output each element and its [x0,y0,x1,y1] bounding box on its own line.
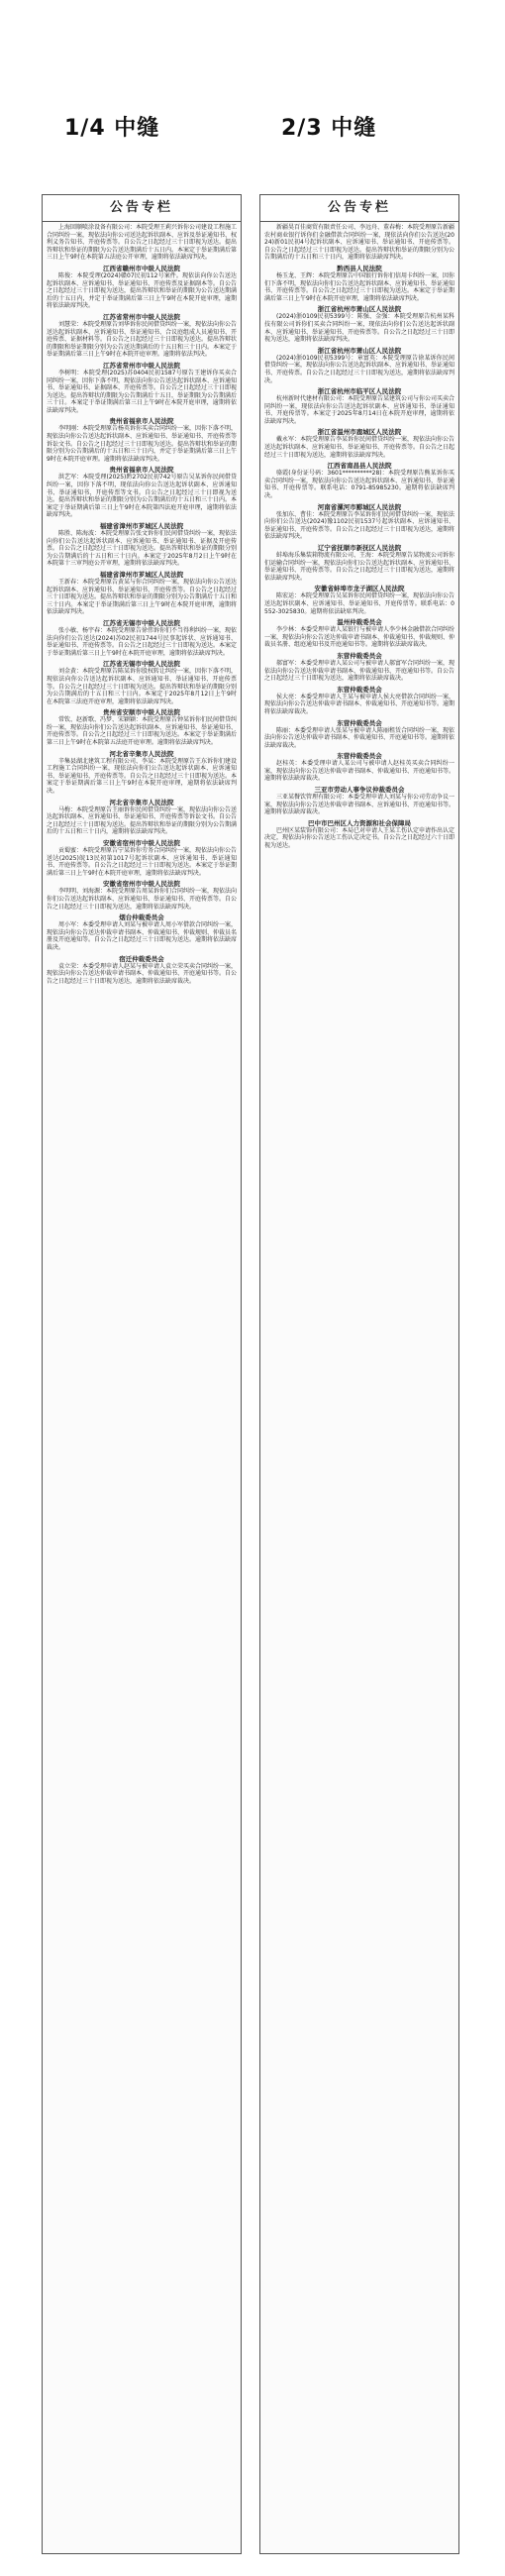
notice-text: 陈宏运：本院受理原告吴某诉你民间借贷纠纷一案，现依法向你公告送达起诉状副本、应诉通知书、举证通知书、开庭传票等。联系电话：0552-3025830。逾期将依法缺席判决。 [264,592,455,615]
notice-text: 袁立荣：本委受理申请人赵某与被申请人袁立荣买卖合同纠纷一案，现依法向你公告送达仲裁申请书副本、仲裁通知书、开庭通知书等。自公告之日起经过三十日即视为送达，逾期将依法缺席裁决。 [47,962,238,985]
notice-text: 李少林：本委受理申请人某银行与被申请人李少林金融借款合同纠纷一案，现依法向你公告送达仲裁申请书副本、仲裁通知书、仲裁规则、仲裁员名册、组庭通知书及开庭通知书等。逾期将依法缺席裁决。 [264,626,455,649]
notice-item [264,686,454,716]
notice-issuer: 浙江省杭州市萧山区人民法院 [317,346,402,355]
notice-text: 张小敏、杨宇春：本院受理原告徐伟诉你们不当得利纠纷一案，现依法向你们公告送达(2024)苏02民初1744号民事起诉状、应诉通知书、举证通知书、开庭传票等。自公告之日起经过三十日即视为送达。本案定于举证期满后第三日上午9时在本院开庭审理，逾期将依法缺席判决。 [47,626,238,657]
notice-item [47,750,237,796]
notice-text: 常钦、赵新歌、冯梦、宋颖颖：本院受理原告钟某诉你们民间借贷纠纷一案，现依法向你们公告送达起诉状副本、应诉通知书、举证通知书、开庭传票等。自公告之日起经过三十日即视为送达。本案定于举证期满后第三日上午9时在本院第五法庭开庭审理。逾期将依法缺席判决。 [47,716,238,747]
notice-item [264,752,454,783]
notice-text: 李明刚：本院受理原告杨英诉你买卖合同纠纷一案，因你下落不明，现依法向你公告送达起诉状副本、应诉通知书、举证通知书、开庭传票等诉讼文书。自公告之日起经过三十日即视为送达。提出答辩状和举证的期限分别为公告期满后的十五日和三十日内，并定于举证期满后第三日上午9时在本院开庭审理。逾期将依法缺席判决。 [47,425,238,463]
notice-text: (2024)浙0109民初5399号：陈强、金强：本院受理原告杭州某科技有限公司诉你们买卖合同纠纷一案，现依法向你们公告送达起诉状副本、应诉通知书、举证通知书、开庭传票等。自公告之日起经过三十日即视为送达，逾期将依法缺席判决。 [264,313,455,344]
notice-item [47,839,237,877]
notice-list [43,222,241,985]
notice-list [260,222,458,850]
notice-text: 王新春：本院受理原告黄某与你合同纠纷一案，现依法向你公告送达起诉状副本、应诉通知书、举证通知书、开庭传票等。自公告之日起经过三十日即视为送达。提出答辩状和举证的期限分别为公告期满后十五日和三十日内。本案定于举证期满后第三日上午9时在本院开庭审理，逾期将依法缺席判决。 [47,578,238,616]
notice-item [264,786,454,816]
notice-text: 三亚某餐饮管理有限公司：本委受理申请人刘某与你公司劳动争议一案，现依法向你公告送达仲裁申请书副本、应诉通知书、开庭通知书等。逾期将依法缺席裁决。 [264,794,455,816]
notice-item [264,544,454,582]
notice-item [264,347,454,384]
notice-text: 马梅：本院受理原告王丽诉你民间借贷纠纷一案，现依法向你公告送达起诉状副本、应诉通知书、举证通知书、开庭传票等诉讼文书。自公告之日起经过三十日即视为送达。提出答辩状和举证的期限分别为公告期满后的十五日和三十日内，逾期将依法缺席判决。 [47,805,238,836]
notice-item [264,652,454,683]
notice-issuer: 温州仲裁委员会 [337,618,382,627]
notice-issuer: 江苏省无锡市中级人民法院 [103,618,180,627]
notice-issuer: 河北省辛集市人民法院 [109,749,174,758]
notice-text: 赵桂英：本委受理申请人某公司与被申请人赵桂英买卖合同纠纷一案，现依法向你公告送达仲裁申请书副本、仲裁通知书、开庭通知书等。逾期将依法缺席裁决。 [264,760,455,783]
notice-issuer: 三亚市劳动人事争议仲裁委员会 [314,786,405,795]
notice-issuer: 浙江省杭州市萧山区人民法院 [317,305,402,314]
notice-text: 骆霞(身份证号码：3601**********28)：本院受理原告熊某诉你买卖合同纠纷一案，现依法向你公告送达起诉状副本、应诉通知书、举证通知书、开庭传票等。联系电话：0791-85985230。逾期将依法缺席判决。 [264,470,455,500]
column-header: 公告专栏 [260,195,458,222]
notice-item [47,522,237,568]
notice-issuer: 巴中市巴州区人力资源和社会保障局 [308,818,411,827]
notice-issuer: 浙江省温州市鹿城区人民法院 [317,428,402,437]
notice-issuer: 东营仲裁委员会 [337,752,382,761]
notice-issuer: 福建省漳州市芗城区人民法院 [99,522,184,530]
notice-item [264,719,454,750]
notice-item [47,708,237,746]
notice-item [264,503,454,541]
notice-issuer: 东营仲裁委员会 [337,718,382,727]
notice-item [264,265,454,302]
notice-issuer: 黔西县人民法院 [337,264,382,272]
notice-item [47,466,237,519]
notice-issuer: 江苏省无锡市中级人民法院 [103,660,180,669]
notice-issuer: 辽宁省抚顺市新抚区人民法院 [317,544,402,552]
notice-item [47,799,237,836]
column-header: 公告专栏 [43,195,241,222]
notice-text: (2024)浙0109民初5399号：章富英：本院受理原告徐某诉你民间借贷纠纷一案，现依法向你公告送达起诉状副本、应诉通知书、举证通知书、开庭传票。自公告之日起经过三十日即视为送达，逾期将依法缺席判决。 [264,354,455,384]
notice-text: 陈胜、陈海波：本院受理原告张文诉你们民间借贷纠纷一案，现依法向你们公告送达起诉状副本、应诉通知书、举证通知书、证据及开庭传票。自公告之日起经过三十日即视为送达。提出答辩状和举证的期限分别为公告期满后的十五日和三十日内。本案定于2025年8月2日上午9时在本院第十三审判庭公开审理，逾期将依法缺席判决。 [47,530,238,568]
notice-item [264,387,454,425]
right-page-label: 2/3 中缝 [281,116,377,141]
notice-item [264,618,454,649]
notice-item [47,313,237,359]
notice-issuer: 江西省赣州市中级人民法院 [103,264,180,272]
notice-text: 刘金黄：本院受理原告陈某诉你股权转让纠纷一案，因你下落不明，现依法向你公告送达起诉状副本、应诉通知书、举证通知书、开庭传票等。自公告之日起经过三十日即视为送达。提出答辩状和举证的期限分别为公告期满后的十五日和三十日内。本案定于2025年8月12日上午9时在本院第三法庭开庭审理，逾期将依法缺席判决。 [47,668,238,705]
notice-item [47,362,237,415]
notice-text: 巴州区某装饰有限公司：本局已对申请人王某工伤认定申请作出认定决定，现依法向你公告送达工伤认定决定书。自公告之日起经过六十日即视为送达。 [264,826,455,850]
notice-item [47,955,237,986]
notice-issuer: 烟台仲裁委员会 [119,913,164,922]
right-notice-column [259,194,459,2554]
notice-item [47,619,237,657]
notice-issuer: 河北省辛集市人民法院 [109,798,174,806]
notice-text: 新疆昊百佳商贸有限责任公司、李远舟、董春梅：本院受理原告新疆农村商业银行诉你们金融借款合同纠纷一案，现依法向你们公告送达(2024)新01民初4号起诉状副本、应诉通知书、举证通知书、开庭传票等。自公告之日起经过三十日即视为送达。提出答辩状和举证的期限分别为公告期满后的十五日和三十日内，逾期将依法缺席判决。 [264,224,455,262]
notice-issuer: 安徽省宿州市中级人民法院 [103,839,180,847]
notice-issuer: 东营仲裁委员会 [337,651,382,660]
notice-text: 张加东、曹佳：本院受理原告李某诉你们民间借贷纠纷一案，现依法向你们公告送达(2024)豫1102民初1537号起诉状副本、应诉通知书、举证通知书、开庭传票等。自公告之日起经过三十日即视为送达，逾期将依法缺席判决。 [264,510,455,541]
notice-issuer: 宿迁仲裁委员会 [119,954,164,963]
notice-item [264,305,454,343]
notice-issuer: 贵州省福泉市人民法院 [109,417,174,426]
notice-issuer: 河南省漯河市郾城区人民法院 [317,502,402,511]
notice-text: 周小军：本委受理申请人刘某与被申请人周小军借款合同纠纷一案，现依法向你公告送达仲裁申请书副本、仲裁通知书、仲裁规则、仲裁员名册及开庭通知等。自公告之日起经过三十日即视为送达。逾期将依法缺席裁决。 [47,921,238,951]
notice-item [264,585,454,615]
notice-text: 李树明：本院受理(2025)苏0404民初1587号原告王建诉你买卖合同纠纷一案，因你下落不明，现依法向你公告送达起诉状副本、应诉通知书、举证通知书、证据副本、开庭传票等。自公告之日起经过三十日即视为送达。提出答辩状的期限为公告期满后十五日，举证期限为公告期满后三十日。本案定于举证期满后第三日上午9时在本院开庭审理，逾期将依法缺席判决。 [47,369,238,414]
notice-text: 戴永军：本院受理原告李某诉你民间借贷纠纷一案，现依法向你公告送达起诉状副本、应诉通知书、举证通知书、开庭传票等。自公告之日起经过三十日即视为送达，逾期将依法缺席判决。 [264,436,455,459]
notice-text: 陈丽：本委受理申请人张某与被申请人陈丽租赁合同纠纷一案，现依法向你公告送达仲裁申请书副本、仲裁通知书、开庭通知书等。逾期将依法缺席裁决。 [264,726,455,749]
notice-text: 侯大亮：本委受理申请人王某与被申请人侯大亮借款合同纠纷一案，现依法向你公告送达仲裁申请书副本、仲裁通知书、开庭通知书等。逾期将依法缺席裁决。 [264,693,455,715]
notice-text: 上海回顺喷涂设备有限公司：本院受理王莉兴诉你公司建设工程施工合同纠纷一案，现依法向你公司送达起诉状副本、应诉及举证通知书、权利义务告知书、开庭传票等。自公告之日起经过三十日即视为送达。提出答辩状和举证的期限为公告送达期满后十五日内。本案定于举证期满后第三日上午9时在本院第五法庭公开审理，逾期将依法缺席判决。 [47,224,238,262]
notice-item [264,819,454,850]
notice-text: 蚌埠海乐集装箱物流有限公司、王海：本院受理原告某物流公司诉你们运输合同纠纷一案，现依法向你们公告送达起诉状副本、应诉通知书、举证通知书、开庭传票等。自公告之日起经过三十日即视为送达，逾期将依法缺席判决。 [264,552,455,582]
notice-issuer: 江西省南昌县人民法院 [327,462,392,471]
notice-issuer: 贵州省安顺市中级人民法院 [103,708,180,717]
left-page-label: 1/4 中缝 [64,116,160,141]
notice-issuer: 东营仲裁委员会 [337,685,382,694]
notice-issuer: 江苏省常州市中级人民法院 [103,361,180,370]
notice-text: 郝富军：本委受理申请人某公司与被申请人郝富军合同纠纷一案，现依法向你公告送达仲裁申请书副本、仲裁通知书、开庭通知书等。自公告之日起经过三十日即视为送达，逾期将依法缺席裁决。 [264,659,455,683]
notice-text: 杭州新时代建材有限公司：本院受理原告某建筑公司与你公司买卖合同纠纷一案，现依法向你公告送达起诉状副本、应诉通知书、举证通知书、开庭传票等。本案定于2025年8月14日在本院开庭审理，逾期将依法缺席判决。 [264,395,455,425]
notice-item [47,660,237,705]
notice-item [47,265,237,310]
left-notice-column [42,194,242,2554]
notice-issuer: 江苏省常州市中级人民法院 [103,312,180,321]
notice-item [47,880,237,911]
notice-item [47,224,237,262]
notice-text: 贡蜀蜜：本院受理原告宁某诉你劳务合同纠纷一案，现依法向你公告送达(2025)皖13民初第1017号起诉状副本、应诉通知书、举证通知书、开庭传票等。自公告之日起经过三十日即视为送达。本案定于举证期满后第三日上午9时在本院开庭审理，逾期将依法缺席判决。 [47,847,238,877]
notice-text: 刘慧荣：本院受理原告刘华诉你民间借贷纠纷一案，现依法向你公告送达起诉状副本、应诉通知书、举证通知书、合议庭组成人员通知书、开庭传票、证据材料等。自公告之日起经过三十日即视为送达。提出答辩状的期限和举证期限分别为公告送达期满后的十五日和三十日内。本案定于举证期满后第三日上午9时在本院开庭审理。逾期将依法判决。 [47,320,238,359]
notice-item [264,462,454,499]
notice-item [47,571,237,616]
notice-issuer: 浙江省杭州市临平区人民法院 [317,387,402,396]
notice-text: 辛集县湖北建筑工程有限公司、李某：本院受理原告王东诉你们建设工程施工合同纠纷一案，现依法向你们公告送达起诉状副本、应诉通知书、举证通知书、开庭传票等。自公告之日起经过三十日即视为送达。本案定于举证期满后第三日上午9时在本院开庭审理，逾期将依法缺席判决。 [47,757,238,796]
notice-item [47,913,237,951]
notice-text: 李明明、刘海源：本院受理原告周某诉你们合同纠纷一案，现依法向你们公告送达起诉状副本、应诉通知书、举证通知书、开庭传票等。自公告之日起经过三十日即视为送达，逾期将依法缺席判决。 [47,888,238,911]
notice-issuer: 贵州省福泉市人民法院 [109,466,174,475]
notice-item [47,417,237,463]
notice-text: 杨玉龙、王辉：本院受理原告中国银行诉你们信用卡纠纷一案，因你们下落不明，现依法向你们公告送达起诉状副本、应诉通知书、举证通知书、开庭传票等。自公告之日起经过三十日即视为送达。本案定于举证期满后第三日上午9时在本院开庭审理，逾期将依法缺席判决。 [264,271,455,302]
notice-item [264,224,454,262]
notice-text: 陈俊：本院受理(2024)赣07民初112号案件。现依法向你公告送达起诉状副本、应诉通知书、举证通知书、开庭传票及证据副本等。自公告之日起经过三十日即视为送达，提出答辩状和举证的期限为公告送达期满后的十五日内，并定于举证期满后第三日上午9时在本院开庭审理，逾期将依法缺席判决。 [47,271,238,310]
notice-issuer: 安徽省宿州市中级人民法院 [103,880,180,889]
notice-issuer: 福建省漳州市芗城区人民法院 [99,570,184,579]
notice-text: 洪艺军：本院受理(2025)黔2702民初742号原告吴某诉你民间借贷纠纷一案，因你下落不明，现依法向你公告送达起诉状副本、应诉通知书、举证通知书、开庭传票等文书。自公告之日起经过三十日即视为送达。提出答辩状和举证的期限分别为公告期满后的十五日和三十日内。本案定于举证期满后第三日上午9时在本院第四法庭开庭审理，逾期将依法缺席判决。 [47,474,238,519]
notice-item [264,428,454,459]
notice-issuer: 安徽省蚌埠市龙子湖区人民法院 [314,585,405,593]
